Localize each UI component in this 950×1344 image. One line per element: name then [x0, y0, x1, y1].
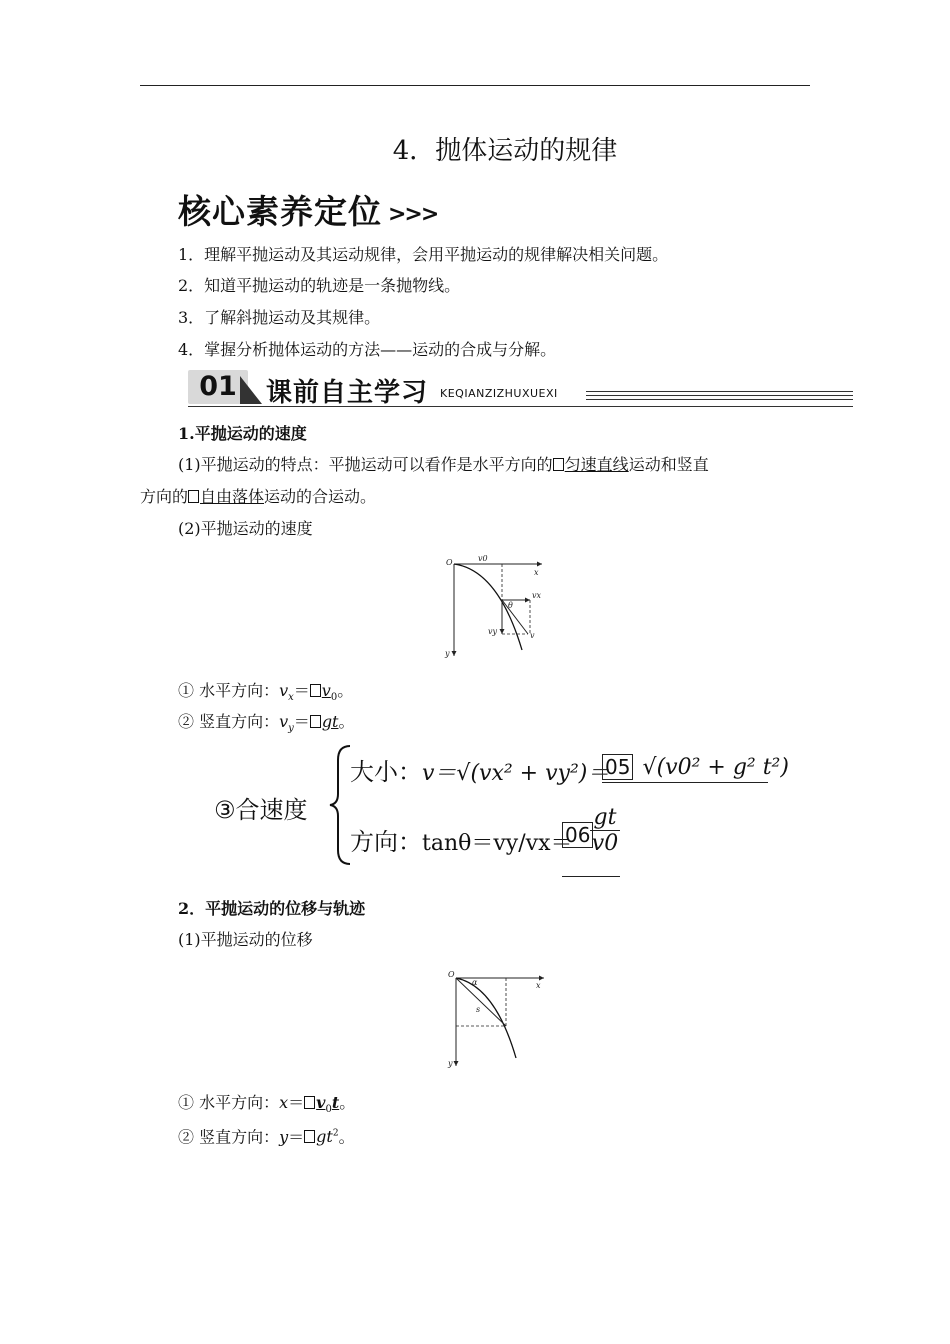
- blank-half-gt2: $gt^2$: [304, 1127, 338, 1146]
- part1-paragraph1-line1: (1)平抛运动的特点：平抛运动可以看作是水平方向的 匀速直线运动和竖直: [178, 455, 709, 474]
- answer-number-06: 06: [562, 822, 593, 848]
- horizontal-velocity-line: ① 水平方向：$v_x= v_0$。: [178, 681, 354, 704]
- x-label: x: [536, 981, 541, 990]
- direction-answer-underline: [562, 876, 620, 877]
- blank-v0: $v_0$: [310, 681, 337, 700]
- v0-label: v0: [478, 554, 488, 563]
- direction-answer: [562, 822, 593, 848]
- section-banner: [188, 370, 853, 408]
- magnitude-row: 大小：v＝√(vx² + vy²)＝: [350, 758, 610, 786]
- y-label: y: [448, 1059, 453, 1068]
- v-label: v: [530, 631, 535, 640]
- displacement-diagram: [440, 962, 552, 1074]
- answer-box-icon: [310, 715, 321, 728]
- blank-v0t: $v_0t$: [304, 1093, 339, 1112]
- part1-paragraph1-line2: 方向的 自由落体运动的合运动。: [140, 487, 377, 506]
- objective-2: 2．知道平抛运动的轨迹是一条抛物线。: [178, 276, 461, 295]
- origin-label: O: [448, 970, 455, 979]
- banner-text: 核心素养定位: [178, 192, 382, 231]
- section-title: 课前自主学习: [266, 378, 429, 408]
- vertical-displacement-line: ② 竖直方向：$y= gt^2$。: [178, 1127, 355, 1147]
- vy-arrow-icon: [500, 629, 505, 634]
- blank-gt: gt: [310, 712, 339, 731]
- section-rule: [586, 391, 853, 392]
- part2-heading: 2．平抛运动的位移与轨迹: [178, 899, 366, 918]
- answer-box-icon: [553, 458, 564, 471]
- section-rule: [586, 399, 853, 400]
- objective-3: 3．了解斜抛运动及其规律。: [178, 308, 381, 327]
- alpha-label: α: [472, 978, 478, 987]
- vx-arrow-icon: [525, 598, 530, 603]
- vy-label: vy: [488, 627, 498, 636]
- combined-velocity-label: ③合速度: [214, 796, 308, 824]
- section-pinyin: KEQIANZIZHUXUEXI: [440, 387, 558, 400]
- theta-label: θ: [508, 601, 513, 610]
- vertical-velocity-line: ② 竖直方向：$v_y=$ gt。: [178, 712, 355, 735]
- y-label: y: [445, 649, 450, 658]
- banner-arrows: >>>: [388, 202, 438, 227]
- part2-paragraph1: (1)平抛运动的位移: [178, 930, 313, 949]
- part1-heading: 1.平抛运动的速度: [178, 424, 307, 443]
- answer-box-icon: [304, 1130, 315, 1143]
- x-axis-arrow-icon: [539, 976, 544, 981]
- section-triangle: [240, 376, 262, 404]
- answer-box-icon: [188, 490, 199, 503]
- answer-number-05: 05: [602, 754, 633, 780]
- core-literacy-banner: [178, 186, 437, 233]
- y-axis-arrow-icon: [454, 1061, 459, 1066]
- direction-fraction: gt v0: [591, 805, 619, 856]
- objective-1: 1．理解平抛运动及其运动规律，会用平抛运动的规律解决相关问题。: [178, 245, 669, 264]
- horizontal-displacement-line: ① 水平方向：$x= v_0t$。: [178, 1093, 356, 1116]
- page-title: 4．抛体运动的规律: [392, 136, 618, 166]
- section-number: 01: [188, 370, 248, 404]
- left-brace-icon: [328, 744, 352, 866]
- direction-row: 方向：tanθ＝vy/vx＝: [350, 828, 573, 856]
- vx-label: vx: [532, 591, 542, 600]
- section-rule: [586, 395, 853, 396]
- x-label: x: [534, 568, 539, 577]
- x-axis-arrow-icon: [537, 562, 542, 567]
- y-axis-arrow-icon: [452, 651, 457, 656]
- velocity-diagram: [438, 550, 550, 670]
- origin-label: O: [446, 558, 453, 567]
- answer-box-icon: [304, 1096, 315, 1109]
- trajectory-curve: [456, 978, 516, 1058]
- objective-4: 4．掌握分析抛体运动的方法——运动的合成与分解。: [178, 340, 557, 359]
- answer-box-icon: [310, 684, 321, 697]
- blank-uniform-linear: 匀速直线: [553, 455, 629, 474]
- section-underline: [188, 406, 853, 407]
- header-rule: [140, 85, 810, 86]
- magnitude-answer: 05 √(v0² + g² t²): [602, 754, 768, 783]
- displacement-vector: [456, 978, 506, 1026]
- blank-free-fall: 自由落体: [188, 487, 264, 506]
- part1-paragraph2: (2)平抛运动的速度: [178, 519, 313, 538]
- s-label: s: [476, 1005, 481, 1014]
